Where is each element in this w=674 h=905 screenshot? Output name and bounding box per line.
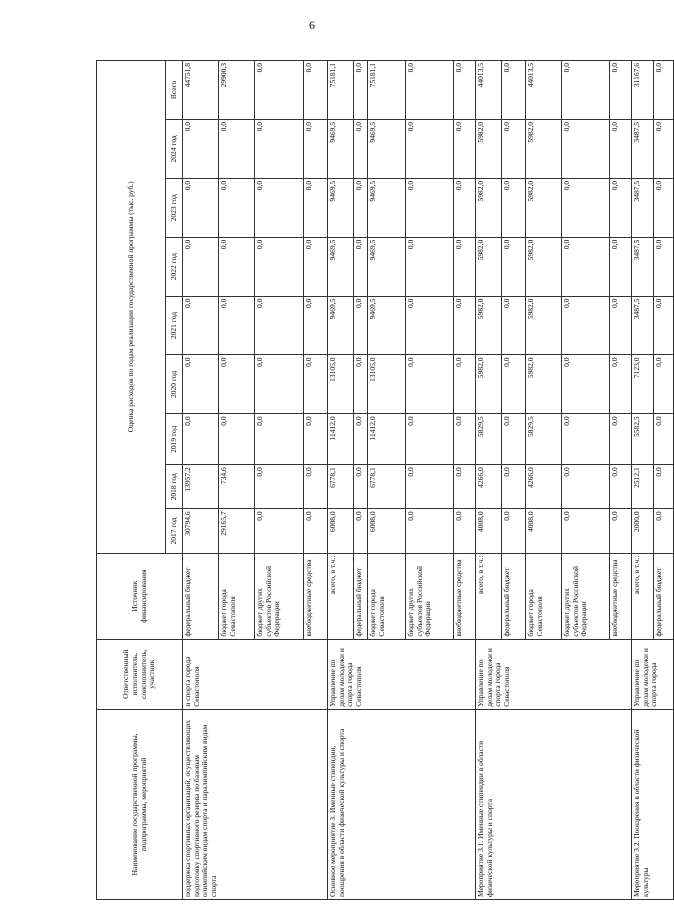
value-cell: 30794,6 xyxy=(183,509,219,553)
value-cell: 0,0 xyxy=(255,61,304,120)
header-year: 2020 год xyxy=(166,355,183,414)
value-cell: 29900,3 xyxy=(219,61,255,120)
value-cell: 2000,0 xyxy=(632,509,654,553)
value-cell: 6008,0 xyxy=(368,509,406,553)
value-cell: 0,0 xyxy=(562,119,610,178)
source-cell: бюджет других субъектов Российской Федерации xyxy=(255,553,304,639)
value-cell: 0,0 xyxy=(183,119,219,178)
value-cell: 3487,5 xyxy=(632,178,654,237)
value-cell: 0,0 xyxy=(406,61,454,120)
value-cell: 0,0 xyxy=(654,61,674,120)
value-cell: 5982,0 xyxy=(526,237,562,296)
value-cell: 0,0 xyxy=(610,414,632,465)
value-cell: 9469,5 xyxy=(328,237,354,296)
value-cell: 0,0 xyxy=(354,119,368,178)
value-cell: 0,0 xyxy=(454,465,476,509)
value-cell: 3487,5 xyxy=(632,296,654,355)
value-cell: 0,0 xyxy=(562,61,610,120)
value-cell: 29165,7 xyxy=(219,509,255,553)
value-cell: 4266,0 xyxy=(476,465,502,509)
table-body xyxy=(183,61,674,900)
value-cell: 0,0 xyxy=(454,509,476,553)
value-cell: 0,0 xyxy=(219,119,255,178)
value-cell: 9469,5 xyxy=(328,296,354,355)
table-row xyxy=(632,61,654,900)
program-name-cell: Основное мероприятие 3. Именные стипендии, поощрения в области физической культуры и спорта xyxy=(328,709,476,899)
value-cell: 0,0 xyxy=(255,509,304,553)
value-cell: 0,0 xyxy=(406,178,454,237)
value-cell: 5982,0 xyxy=(476,178,502,237)
source-cell: внебюджетные средства xyxy=(304,553,328,639)
value-cell: 0,0 xyxy=(654,355,674,414)
value-cell: 0,0 xyxy=(454,119,476,178)
value-cell: 0,0 xyxy=(502,61,526,120)
value-cell: 6008,0 xyxy=(328,509,354,553)
program-name-cell: поддержка спортивных организаций, осуществляющих подготовку спортивного резерва по базовым олимпийским видам спорта и паралимпийским видам спорта xyxy=(183,709,328,899)
value-cell: 5829,5 xyxy=(476,414,502,465)
rotated-table-container xyxy=(96,60,663,900)
header-source: Источник финансирования xyxy=(97,553,183,639)
value-cell: 0,0 xyxy=(502,119,526,178)
value-cell: 5982,0 xyxy=(526,355,562,414)
source-cell: всего, в т.ч.: xyxy=(328,553,354,639)
value-cell: 0,0 xyxy=(183,355,219,414)
value-cell: 0,0 xyxy=(562,296,610,355)
value-cell: 0,0 xyxy=(354,296,368,355)
program-name-cell: Мероприятие 3.1. Именные стипендии в области физической культуры и спорта xyxy=(476,709,632,899)
value-cell: 0,0 xyxy=(304,119,328,178)
header-year: 2021 год xyxy=(166,296,183,355)
value-cell: 0,0 xyxy=(304,237,328,296)
value-cell: 0,0 xyxy=(304,414,328,465)
header-responsible: Ответственный исполнитель, соисполнитель, участник xyxy=(97,639,183,709)
value-cell: 0,0 xyxy=(255,355,304,414)
header-estimate: Оценка расходов по годам реализации государственной программы (тыс. руб.) xyxy=(97,61,166,554)
value-cell: 31167,6 xyxy=(632,61,654,120)
table-row xyxy=(328,61,354,900)
value-cell: 0,0 xyxy=(502,237,526,296)
value-cell: 0,0 xyxy=(654,414,674,465)
value-cell: 0,0 xyxy=(304,355,328,414)
value-cell: 0,0 xyxy=(406,296,454,355)
value-cell: 0,0 xyxy=(304,465,328,509)
value-cell: 11412,0 xyxy=(368,414,406,465)
header-year: Всего xyxy=(166,61,183,120)
source-cell: бюджет других субъектов Российской Федерации xyxy=(406,553,454,639)
value-cell: 0,0 xyxy=(610,178,632,237)
value-cell: 0,0 xyxy=(255,237,304,296)
value-cell: 0,0 xyxy=(354,355,368,414)
source-cell: всего, в т.ч.: xyxy=(632,553,654,639)
value-cell: 0,0 xyxy=(562,237,610,296)
source-cell: внебюджетные средства xyxy=(454,553,476,639)
header-year: 2018 год xyxy=(166,465,183,509)
value-cell: 0,0 xyxy=(610,509,632,553)
value-cell: 3487,5 xyxy=(632,237,654,296)
value-cell: 0,0 xyxy=(255,414,304,465)
value-cell: 0,0 xyxy=(502,296,526,355)
value-cell: 9469,5 xyxy=(368,237,406,296)
value-cell: 7123,0 xyxy=(632,355,654,414)
value-cell: 9469,5 xyxy=(368,178,406,237)
value-cell: 0,0 xyxy=(183,296,219,355)
value-cell: 9469,5 xyxy=(328,119,354,178)
value-cell: 5982,0 xyxy=(476,355,502,414)
source-cell: федеральный бюджет xyxy=(183,553,219,639)
rotated-table-sheet xyxy=(96,60,663,900)
value-cell: 0,0 xyxy=(406,509,454,553)
value-cell: 0,0 xyxy=(502,355,526,414)
program-name-cell: Мероприятие 3.2. Поощрения в области физической культуры xyxy=(632,709,674,899)
value-cell: 0,0 xyxy=(354,178,368,237)
value-cell: 0,0 xyxy=(183,178,219,237)
value-cell: 0,0 xyxy=(454,61,476,120)
value-cell: 0,0 xyxy=(654,178,674,237)
value-cell: 0,0 xyxy=(354,237,368,296)
value-cell: 0,0 xyxy=(610,119,632,178)
value-cell: 0,0 xyxy=(354,61,368,120)
table-row xyxy=(476,61,502,900)
table-row xyxy=(183,61,219,900)
value-cell: 0,0 xyxy=(255,296,304,355)
header-year: 2022 год xyxy=(166,237,183,296)
value-cell: 4008,0 xyxy=(526,509,562,553)
value-cell: 0,0 xyxy=(304,509,328,553)
value-cell: 0,0 xyxy=(654,237,674,296)
source-cell: бюджет города Севастополя xyxy=(219,553,255,639)
value-cell: 0,0 xyxy=(183,237,219,296)
value-cell: 0,0 xyxy=(562,465,610,509)
value-cell: 13105,0 xyxy=(328,355,354,414)
responsible-cell: Управление по делам молодежи и спорта города Севастополя xyxy=(476,639,632,709)
source-cell: федеральный бюджет xyxy=(654,553,674,639)
value-cell: 0,0 xyxy=(654,465,674,509)
value-cell: 2512,1 xyxy=(632,465,654,509)
value-cell: 0,0 xyxy=(610,61,632,120)
value-cell: 13957,2 xyxy=(183,465,219,509)
value-cell: 0,0 xyxy=(654,296,674,355)
responsible-cell: и спорта города Севастополя xyxy=(183,639,328,709)
value-cell: 0,0 xyxy=(610,355,632,414)
value-cell: 0,0 xyxy=(183,414,219,465)
source-cell: бюджет города Севастополя xyxy=(368,553,406,639)
value-cell: 9469,5 xyxy=(368,119,406,178)
value-cell: 0,0 xyxy=(562,414,610,465)
value-cell: 0,0 xyxy=(654,509,674,553)
value-cell: 0,0 xyxy=(562,178,610,237)
header-name: Наименование государственной программы, подпрограммы, мероприятий xyxy=(97,709,183,899)
value-cell: 0,0 xyxy=(304,61,328,120)
header-year: 2024 год xyxy=(166,119,183,178)
value-cell: 0,0 xyxy=(354,509,368,553)
value-cell: 5982,0 xyxy=(526,296,562,355)
value-cell: 0,0 xyxy=(219,237,255,296)
funding-table xyxy=(96,60,674,900)
value-cell: 0,0 xyxy=(610,296,632,355)
value-cell: 0,0 xyxy=(406,465,454,509)
value-cell: 75181,1 xyxy=(328,61,354,120)
value-cell: 0,0 xyxy=(255,465,304,509)
value-cell: 0,0 xyxy=(354,414,368,465)
source-cell: федеральный бюджет xyxy=(502,553,526,639)
responsible-cell: Управление по делам молодежи и спорта города xyxy=(632,639,674,709)
value-cell: 0,0 xyxy=(255,119,304,178)
value-cell: 0,0 xyxy=(454,178,476,237)
value-cell: 5982,0 xyxy=(526,178,562,237)
value-cell: 0,0 xyxy=(610,237,632,296)
value-cell: 0,0 xyxy=(562,355,610,414)
source-cell: бюджет других субъектов Российской Федерации xyxy=(562,553,610,639)
page-number: 6 xyxy=(309,18,315,32)
value-cell: 0,0 xyxy=(454,414,476,465)
value-cell: 0,0 xyxy=(406,355,454,414)
value-cell: 3487,5 xyxy=(632,119,654,178)
value-cell: 0,0 xyxy=(502,509,526,553)
value-cell: 0,0 xyxy=(454,355,476,414)
source-cell: федеральный бюджет xyxy=(354,553,368,639)
value-cell: 44013,5 xyxy=(476,61,502,120)
value-cell: 0,0 xyxy=(219,414,255,465)
value-cell: 5982,0 xyxy=(526,119,562,178)
value-cell: 0,0 xyxy=(255,178,304,237)
value-cell: 6778,1 xyxy=(328,465,354,509)
source-cell: бюджет города Севастополя xyxy=(526,553,562,639)
value-cell: 0,0 xyxy=(406,414,454,465)
value-cell: 4266,0 xyxy=(526,465,562,509)
value-cell: 0,0 xyxy=(406,237,454,296)
value-cell: 5582,5 xyxy=(632,414,654,465)
value-cell: 0,0 xyxy=(454,296,476,355)
value-cell: 11412,0 xyxy=(328,414,354,465)
header-year: 2019 год xyxy=(166,414,183,465)
header-year: 2023 год xyxy=(166,178,183,237)
value-cell: 75181,1 xyxy=(368,61,406,120)
value-cell: 13105,0 xyxy=(368,355,406,414)
source-cell: внебюджетные средства xyxy=(610,553,632,639)
value-cell: 0,0 xyxy=(304,178,328,237)
value-cell: 0,0 xyxy=(654,119,674,178)
value-cell: 6778,1 xyxy=(368,465,406,509)
value-cell: 5982,0 xyxy=(476,119,502,178)
value-cell: 5829,5 xyxy=(526,414,562,465)
value-cell: 9469,5 xyxy=(368,296,406,355)
value-cell: 0,0 xyxy=(219,355,255,414)
value-cell: 0,0 xyxy=(219,296,255,355)
value-cell: 0,0 xyxy=(454,237,476,296)
value-cell: 4008,0 xyxy=(476,509,502,553)
value-cell: 0,0 xyxy=(502,414,526,465)
value-cell: 0,0 xyxy=(406,119,454,178)
value-cell: 0,0 xyxy=(610,465,632,509)
header-year: 2017 год xyxy=(166,509,183,553)
value-cell: 0,0 xyxy=(354,465,368,509)
value-cell: 0,0 xyxy=(304,296,328,355)
value-cell: 44013,5 xyxy=(526,61,562,120)
value-cell: 5982,0 xyxy=(476,296,502,355)
value-cell: 44751,8 xyxy=(183,61,219,120)
value-cell: 0,0 xyxy=(502,465,526,509)
value-cell: 0,0 xyxy=(502,178,526,237)
value-cell: 9469,5 xyxy=(328,178,354,237)
source-cell: всего, в т.ч.: xyxy=(476,553,502,639)
value-cell: 0,0 xyxy=(219,178,255,237)
value-cell: 0,0 xyxy=(562,509,610,553)
responsible-cell: Управление по делам молодежи и спорта города Севастополя xyxy=(328,639,476,709)
value-cell: 5982,0 xyxy=(476,237,502,296)
value-cell: 734,6 xyxy=(219,465,255,509)
